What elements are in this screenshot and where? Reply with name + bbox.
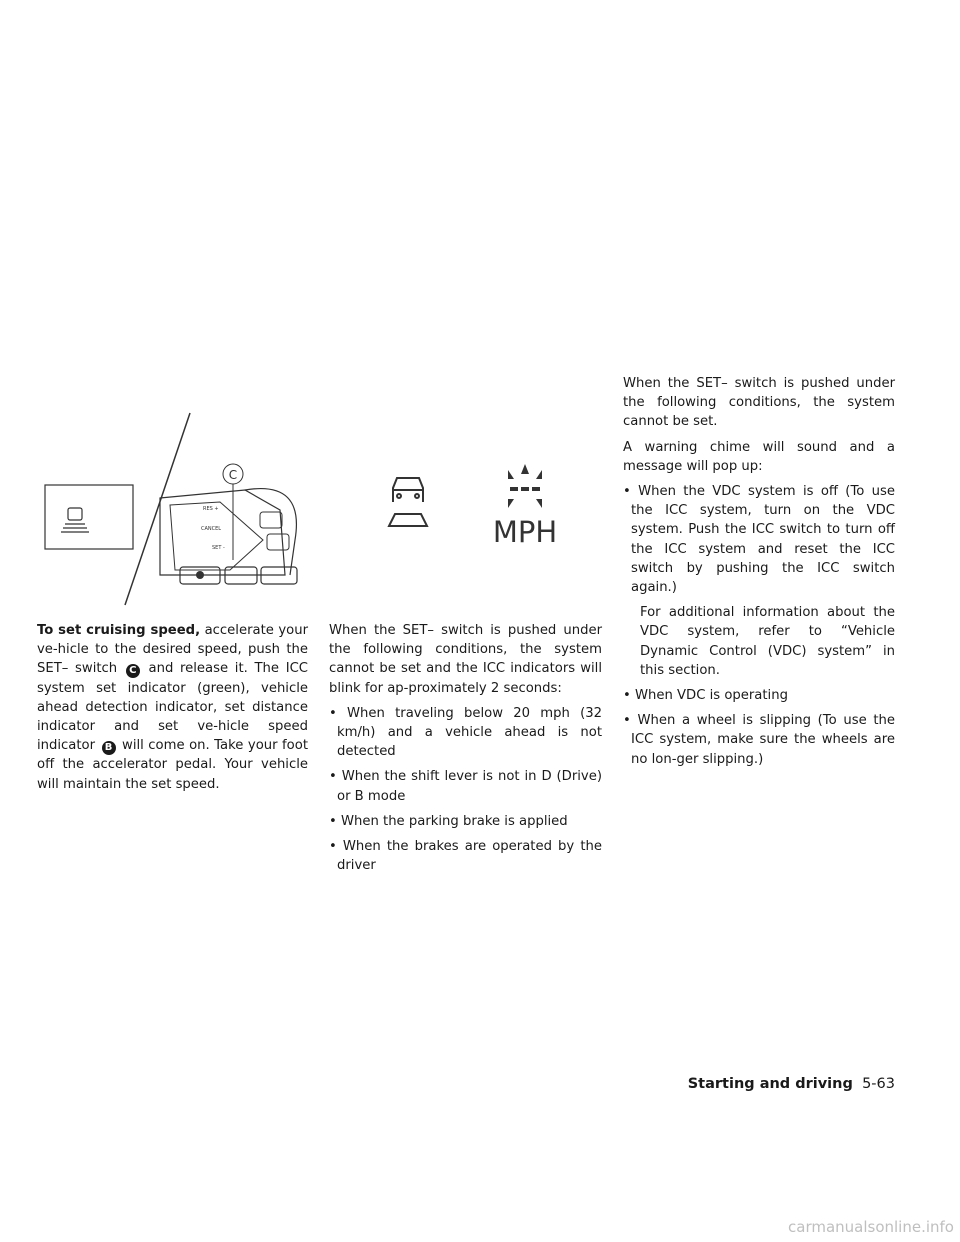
res-plus-label: RES + [203,506,219,512]
callout-c-label: C [228,468,238,482]
cancel-label: CANCEL [201,526,222,532]
switch-icon [196,571,204,579]
lead-text: To set cruising speed, [37,623,201,638]
page-footer [688,1076,895,1092]
list-sub-item: For additional information about the VDC system, refer to “Vehicle Dynamic Control (VDC) system” in this section. [640,605,895,678]
body-text: accelerate your ve-hicle to the desired speed, push the SET– switch [37,623,308,677]
body-text: and release it. The ICC system set indicator (green), vehicle ahead detection indicator, set distance indicator and set ve-hicle speed indicator [37,661,309,754]
set-cruising-speed-paragraph [37,621,308,794]
vehicle-ahead-icon [389,478,427,526]
col3-intro: When the SET– switch is pushed under the following conditions, the system cannot be set. [623,376,895,430]
body-text: will come on. Take your foot off the accelerator pedal. Your vehicle will maintain the set speed. [37,738,308,792]
watermark: carmanualsonline.info [788,1218,954,1236]
section-title: Starting and driving [687,1076,853,1092]
page-number: 5-63 [862,1076,895,1092]
icc-indicator-figure [375,460,565,550]
list-item: • When the parking brake is applied [329,813,568,829]
col3-warning: A warning chime will sound and a message will pop up: [623,439,895,474]
blinking-speed-icon [508,464,542,508]
list-item: • When a wheel is slipping (To use the ICC system, make sure the wheels are no lon-ger slipping.) [623,713,895,767]
list-item: • When traveling below 20 mph (32 km/h) and a vehicle ahead is not detected [329,705,602,760]
set-minus-label: SET - [212,545,225,551]
column-3 [623,374,895,775]
list-item: • When the shift lever is not in D (Drive) or B mode [329,769,602,804]
column-1 [37,621,308,800]
col2-intro: When the SET– switch is pushed under the following conditions, the system cannot be set and the ICC indicators will blink for ap-proximately 2 seconds: [329,623,602,696]
column-2 [329,621,602,881]
list-item: • When the VDC system is off (To use the ICC system, turn on the VDC system. Push the ICC switch to turn off the ICC system and reset the ICC switch by pushing the ICC switch again.) [623,484,895,596]
cluster-vehicle-icon [61,508,89,532]
list-item: • When VDC is operating [623,688,788,704]
list-item: • When the brakes are operated by the driver [329,839,602,874]
callout-c: C [126,664,140,678]
callout-b: B [102,741,116,755]
steering-switch-figure [35,410,320,610]
mph-label: MPH [492,515,558,549]
